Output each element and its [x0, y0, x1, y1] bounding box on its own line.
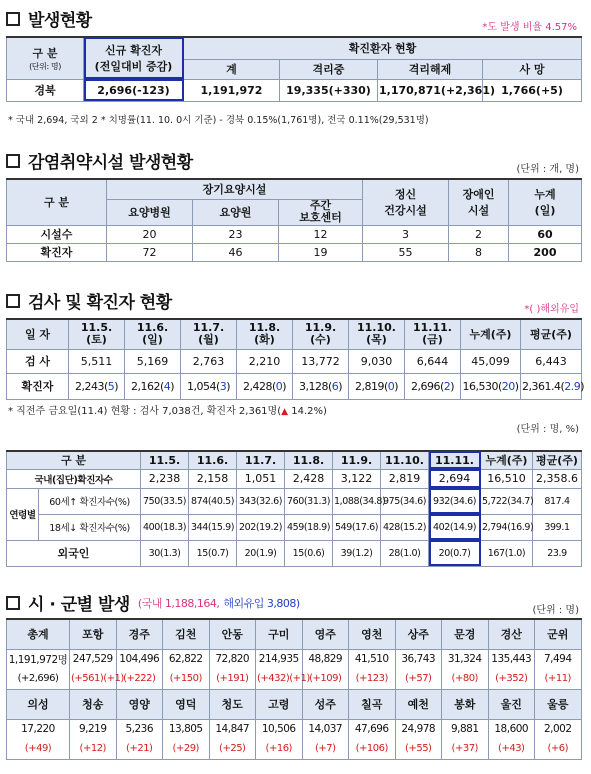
domestic-cell: 2,358.6 — [533, 469, 582, 488]
table-row: 확진자 72 46 19 55 8 200 — [7, 243, 582, 261]
overseas-value: 0 — [275, 379, 283, 393]
region-name: 청송 — [70, 689, 117, 719]
region-name: 김천 — [163, 619, 210, 649]
region-value: 9,881 — [442, 719, 489, 739]
checkbox-square-icon — [6, 154, 20, 168]
checkbox-square-icon — [6, 294, 20, 308]
section-title-regions: 시 · 군별 발생 (국내 1,188,164, 해외유입 3,808) — [6, 590, 300, 615]
foreigner-row: 외국인 30(1.3) 15(0.7) 20(1.9) 15(0.6) 39(1.2) 28(1.0) 20(0.7) 167(1.0) 23.9 — [7, 540, 582, 566]
checkbox-square-icon — [6, 12, 20, 26]
region-value: 13,805 — [163, 719, 210, 739]
confirmed-cell: 2,819(0) — [349, 373, 405, 399]
region-names-row-1 — [7, 619, 582, 649]
region-name: 울릉 — [535, 689, 582, 719]
foreigner-cell: 28(1.0) — [381, 540, 429, 566]
header-isolating: 격리중 — [280, 59, 378, 79]
domestic-cell: 2,694 — [429, 469, 481, 488]
region-value: 135,443 — [488, 649, 535, 669]
region-value: 47,696 — [349, 719, 396, 739]
region-name: 문경 — [442, 619, 489, 649]
region-increase: (+191) — [209, 669, 256, 689]
region-values-row-2 — [7, 719, 582, 739]
occurrence-table — [6, 36, 582, 102]
region-value: 214,935 — [256, 649, 303, 669]
confirmed-value: 1,054 — [186, 379, 216, 393]
region-value: 247,529 — [70, 649, 117, 669]
region-name: 군위 — [535, 619, 582, 649]
regions-table — [6, 618, 582, 760]
header-gubun: 구 분 — [7, 451, 141, 469]
under18-cell: 2,794(16.9) — [481, 514, 533, 540]
confirmed-value: 2,428 — [242, 379, 272, 393]
over60-cell: 874(40.5) — [189, 488, 237, 514]
confirmed-cell: 1,054(3) — [181, 373, 237, 399]
region-increase: (+2,696) — [7, 669, 70, 689]
confirmed-cell: 2,361.4(2.9) — [521, 373, 582, 399]
overseas-value: 2.9 — [564, 379, 581, 393]
region-name: 총계 — [7, 619, 70, 649]
section-title-tests: 검사 및 확진자 현황 — [6, 288, 172, 313]
overseas-value: 2 — [443, 379, 451, 393]
foreigner-cell: 15(0.7) — [189, 540, 237, 566]
region-increase: (+37) — [442, 739, 489, 759]
unit-note: (단위 : 명) — [532, 605, 579, 616]
confirmed-value: 16,530 — [462, 379, 498, 393]
region-value: 10,506 — [256, 719, 303, 739]
region-increase: (+55) — [395, 739, 442, 759]
confirmed-value: 2,819 — [354, 379, 384, 393]
over60-cell: 760(31.3) — [285, 488, 333, 514]
header-cumulative: 누계 (일) — [509, 179, 582, 225]
foreigner-cell: 167(1.0) — [481, 540, 533, 566]
region-name: 경주 — [116, 619, 163, 649]
region-increase: (+57) — [395, 669, 442, 689]
region-increase: (+25) — [209, 739, 256, 759]
foreigner-cell: 15(0.6) — [285, 540, 333, 566]
province-rate-note: *도 발생 비율 4.57% — [482, 22, 577, 33]
region-increase: (+123) — [349, 669, 396, 689]
region-value: 31,324 — [442, 649, 489, 669]
under18-cell: 402(14.9) — [429, 514, 481, 540]
header-status-group: 확진환자 현황 — [184, 37, 582, 59]
confirmed-cell: 2,162(4) — [125, 373, 181, 399]
confirmed-cell: 2,428(0) — [237, 373, 293, 399]
unit-note: (단위 : 개, 명) — [516, 164, 579, 175]
fatality-footnote: * 국내 2,694, 국외 2 * 치명률(11. 10. 0시 기준) - 경북 0.15%(1,761명), 전국 0.11%(29,531명) — [8, 115, 429, 126]
region-name: 울진 — [488, 689, 535, 719]
under18-cell: 428(15.2) — [381, 514, 429, 540]
overseas-value: 5 — [107, 379, 115, 393]
under18-cell: 399.1 — [533, 514, 582, 540]
overseas-note: *( )해외유입 — [524, 304, 579, 315]
domestic-cell: 1,051 — [237, 469, 285, 488]
header-total: 계 — [184, 59, 280, 79]
over60-cell: 932(34.6) — [429, 488, 481, 514]
previous-week-footnote: * 직전주 금요일(11.4) 현황 : 검사 7,038건, 확진자 2,361명(▲ 14.2%) — [8, 406, 327, 417]
domestic-cell: 2,819 — [381, 469, 429, 488]
region-increase: (+29) — [163, 739, 210, 759]
vulnerable-table — [6, 178, 582, 262]
foreigner-cell: 30(1.3) — [141, 540, 189, 566]
over60-cell: 975(34.6) — [381, 488, 429, 514]
foreigner-cell: 23.9 — [533, 540, 582, 566]
region-increase: (+150) — [163, 669, 210, 689]
age-table: 구 분 11.5. 11.6. 11.7. 11.8. 11.9. 11.10. 11.11. 누계(주) 평균(주) 국내(집단)확진자수 2,238 2,158 1,051 2,428 3,122 2,819 2,694 16,510 2,358.6 연령별 60세↑ 확진자수(%) 750(33.5) 874(40.5) 343(32.6) 760(31.3) 1,088(34.8) 975(34.6) 932(34.6) 5,722(34.7) 817.4 18세↓ 확진자수(%) 400(18.3) 344(15.9) 202(19.2) 459(18.9) 549(17.6) 428(15.2) 402(14.9) 2,794(16.9) 399.1 외국인 30(1.3) 15(0.7) 20(1.9) 15(0.6) 39(1.2) 28(1.0) 20(0.7) 167(1.0) 23.9 — [6, 450, 582, 567]
over60-cell: 750(33.5) — [141, 488, 189, 514]
confirmed-value: 3,128 — [298, 379, 328, 393]
overseas-value: 4 — [163, 379, 171, 393]
under18-row: 18세↓ 확진자수(%) 400(18.3) 344(15.9) 202(19.2) 459(18.9) 549(17.6) 428(15.2) 402(14.9) 2,794(16.9) 399.1 — [7, 514, 582, 540]
header-mental-health: 정신 건강시설 — [363, 179, 449, 225]
region-value: 18,600 — [488, 719, 535, 739]
header-date: 일 자 — [7, 319, 69, 349]
header-new-cases: 신규 확진자 (전일대비 증감) — [84, 37, 184, 79]
region-increase: (+16) — [256, 739, 303, 759]
region-name: 경산 — [488, 619, 535, 649]
confirmed-cell: 16,530(20) — [461, 373, 521, 399]
region-value: 72,820 — [209, 649, 256, 669]
region-value: 41,510 — [349, 649, 396, 669]
checkbox-square-icon — [6, 596, 20, 610]
domestic-row: 국내(집단)확진자수 2,238 2,158 1,051 2,428 3,122 2,819 2,694 16,510 2,358.6 — [7, 469, 582, 488]
confirmed-cell: 2,243(5) — [69, 373, 125, 399]
region-name: 의성 — [7, 689, 70, 719]
under18-cell: 344(15.9) — [189, 514, 237, 540]
header-nursing-home: 요양원 — [193, 199, 279, 225]
region-value: 14,037 — [302, 719, 349, 739]
region-value: 7,494 — [535, 649, 582, 669]
overseas-value: 0 — [387, 379, 395, 393]
unit-note: (단위 : 명, %) — [516, 424, 579, 435]
region-value: 5,236 — [116, 719, 163, 739]
region-increase: (+43) — [488, 739, 535, 759]
section-title-vulnerable: 감염취약시설 발생현황 — [6, 148, 193, 173]
region-name: 봉화 — [442, 689, 489, 719]
confirmed-cell: 2,696(2) — [405, 373, 461, 399]
region-value: 104,496 — [116, 649, 163, 669]
domestic-cell: 16,510 — [481, 469, 533, 488]
test-row: 검 사 5,511 5,169 2,763 2,210 13,772 9,030 6,644 45,099 6,443 — [7, 349, 582, 373]
region-name: 청도 — [209, 689, 256, 719]
region-name: 구미 — [256, 619, 303, 649]
confirmed-value: 2,162 — [130, 379, 160, 393]
domestic-cell: 3,122 — [333, 469, 381, 488]
region-name: 포항 — [70, 619, 117, 649]
confirmed-value: 2,243 — [74, 379, 104, 393]
region-increase: (+80) — [442, 669, 489, 689]
domestic-total: (국내 1,188,164, — [137, 596, 220, 610]
region-name: 안동 — [209, 619, 256, 649]
region-increase: (+11) — [535, 669, 582, 689]
region-name: 칠곡 — [349, 689, 396, 719]
region-values-row-1 — [7, 649, 582, 669]
region-value: 62,822 — [163, 649, 210, 669]
region-name: 영주 — [302, 619, 349, 649]
section-title-occurrence: 발생현황 — [6, 6, 92, 31]
region-increase: (+432)(+1) — [256, 669, 303, 689]
overseas-value: 20 — [501, 379, 515, 393]
region-increase: (+561)(+1) — [70, 669, 117, 689]
region-names-row-2 — [7, 689, 582, 719]
region-name: 영덕 — [163, 689, 210, 719]
region-value: 2,002 — [535, 719, 582, 739]
region-name: 상주 — [395, 619, 442, 649]
up-triangle-icon: ▲ — [281, 407, 289, 417]
region-value: 36,743 — [395, 649, 442, 669]
foreigner-cell: 20(1.9) — [237, 540, 285, 566]
over60-cell: 817.4 — [533, 488, 582, 514]
under18-cell: 202(19.2) — [237, 514, 285, 540]
confirmed-cell: 3,128(6) — [293, 373, 349, 399]
foreigner-cell: 20(0.7) — [429, 540, 481, 566]
confirmed-row: 확진자 2,243(5) 2,162(4) 1,054(3) 2,428(0) 3,128(6) 2,819(0) 2,696(2) 16,530(20) 2,361.4(2.9) — [7, 373, 582, 399]
table-row: 경북 2,696(-123) 1,191,972 19,335(+330) 1,170,871(+2,361) 1,766(+5) — [7, 79, 582, 101]
region-increase: (+106) — [349, 739, 396, 759]
region-name: 영천 — [349, 619, 396, 649]
header-long-term-care: 장기요양시설 — [107, 179, 363, 199]
region-increase-row-2 — [7, 739, 582, 759]
header-released: 격리해제 — [378, 59, 483, 79]
region-increase: (+109) — [302, 669, 349, 689]
region-value: 24,978 — [395, 719, 442, 739]
confirmed-value: 2,361.4 — [522, 379, 561, 393]
region-increase: (+49) — [7, 739, 70, 759]
region-increase-row-1 — [7, 669, 582, 689]
region-name: 고령 — [256, 689, 303, 719]
domestic-cell: 2,238 — [141, 469, 189, 488]
region-increase: (+6) — [535, 739, 582, 759]
domestic-cell: 2,158 — [189, 469, 237, 488]
region-name: 성주 — [302, 689, 349, 719]
region-value: 1,191,972명 — [7, 649, 70, 669]
overseas-value: 6 — [331, 379, 339, 393]
domestic-cell: 2,428 — [285, 469, 333, 488]
under18-cell: 400(18.3) — [141, 514, 189, 540]
header-day-care: 주간 보호센터 — [279, 199, 363, 225]
region-value: 17,220 — [7, 719, 70, 739]
overseas-value: 3 — [219, 379, 227, 393]
over60-cell: 343(32.6) — [237, 488, 285, 514]
region-value: 9,219 — [70, 719, 117, 739]
foreigner-cell: 39(1.2) — [333, 540, 381, 566]
region-name: 영양 — [116, 689, 163, 719]
header-disabled: 장애인 시설 — [449, 179, 509, 225]
under18-cell: 549(17.6) — [333, 514, 381, 540]
header-nursing-hospital: 요양병원 — [107, 199, 193, 225]
under18-cell: 459(18.9) — [285, 514, 333, 540]
tests-table: 일 자 11.5. (토) 11.6. (일) 11.7. (월) 11.8. (화) 11.9. (수) 11.10. (목) 11.11. (금) 누계(주) 평균(주) 검 사 5,511 5,169 2,763 2,210 13,772 9,030 6,644 45,099 6,443 확진자 2,243(5) 2,162(4) 1,054(3) 2,428(0) 3,128(6) 2,819(0) 2,696(2) 16,530(20) 2,361.4(2.9) — [6, 318, 582, 400]
region-increase: (+7) — [302, 739, 349, 759]
region-increase: (+21) — [116, 739, 163, 759]
region-increase: (+352) — [488, 669, 535, 689]
region-value: 48,829 — [302, 649, 349, 669]
header-deaths: 사 망 — [483, 59, 582, 79]
table-row: 시설수 20 23 12 3 2 60 — [7, 225, 582, 243]
confirmed-value: 2,696 — [410, 379, 440, 393]
region-name: 예천 — [395, 689, 442, 719]
over60-cell: 5,722(34.7) — [481, 488, 533, 514]
header-gubun: 구 분 (단위: 명) — [7, 37, 84, 79]
over60-cell: 1,088(34.8) — [333, 488, 381, 514]
region-increase: (+222) — [116, 669, 163, 689]
overseas-total: 해외유입 3,808) — [223, 596, 300, 610]
over60-row: 연령별 60세↑ 확진자수(%) 750(33.5) 874(40.5) 343(32.6) 760(31.3) 1,088(34.8) 975(34.6) 932(34.6) 5,722(34.7) 817.4 — [7, 488, 582, 514]
region-increase: (+12) — [70, 739, 117, 759]
header-gubun: 구 분 — [7, 179, 107, 225]
region-value: 14,847 — [209, 719, 256, 739]
